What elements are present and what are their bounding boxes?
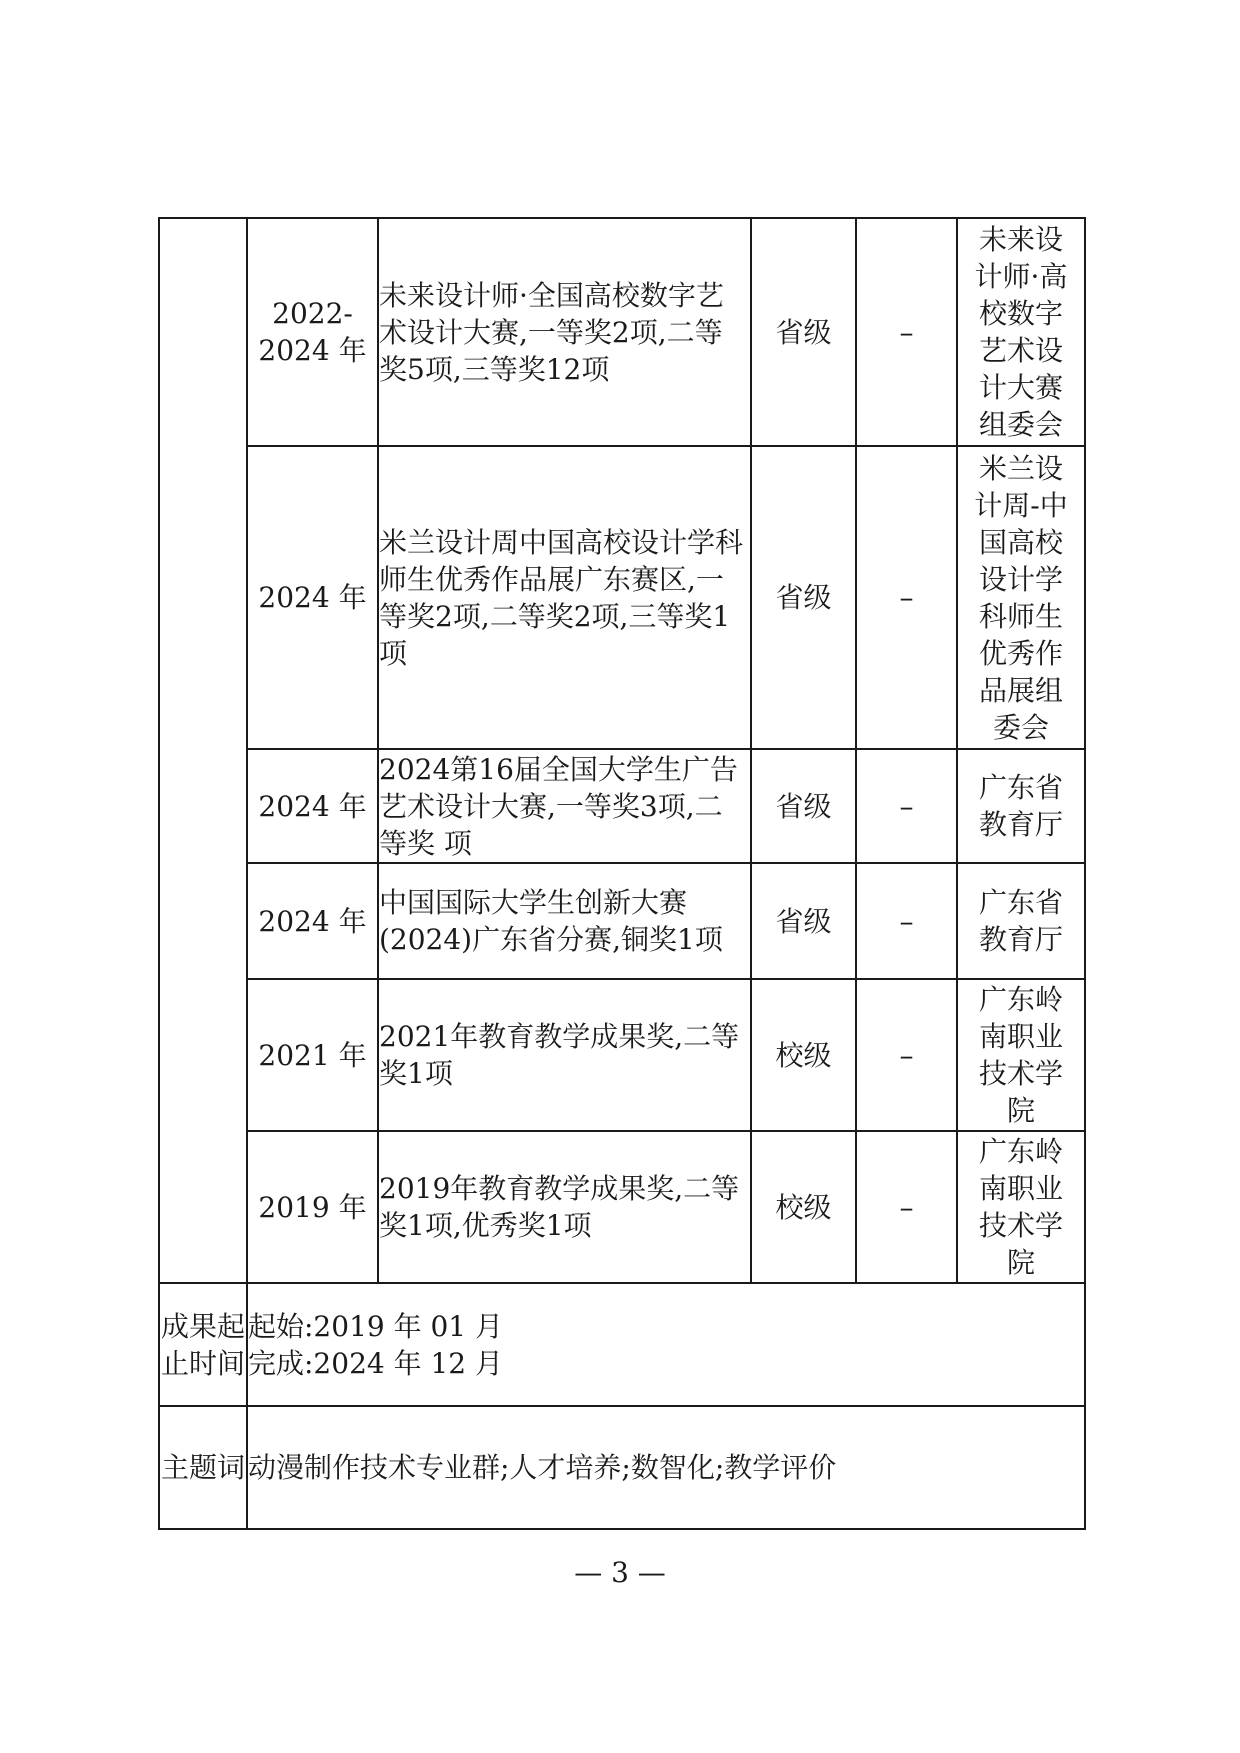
keywords-row bbox=[159, 1406, 1085, 1529]
award-dash: – bbox=[856, 1131, 957, 1283]
award-row bbox=[159, 749, 1085, 863]
award-row bbox=[159, 979, 1085, 1131]
award-organizer-line: 南职业 bbox=[978, 1020, 1063, 1053]
award-row bbox=[159, 1131, 1085, 1283]
period-value bbox=[247, 1283, 1085, 1406]
award-organizer-line: 教育厅 bbox=[978, 923, 1063, 956]
award-organizer bbox=[957, 979, 1085, 1131]
award-organizer-line: 国高校 bbox=[978, 525, 1063, 559]
award-organizer bbox=[957, 446, 1085, 749]
award-organizer-line: 科师生 bbox=[978, 599, 1063, 633]
award-date bbox=[247, 863, 378, 979]
period-end: 完成:2024 年 12 月 bbox=[248, 1346, 504, 1380]
award-organizer-line: 南职业 bbox=[978, 1172, 1063, 1205]
award-date-line: 2021 年 bbox=[258, 1038, 367, 1072]
award-organizer-line: 计周-中 bbox=[974, 488, 1068, 522]
award-organizer bbox=[957, 863, 1085, 979]
award-organizer-line: 未来设 bbox=[978, 223, 1063, 256]
award-level: 省级 bbox=[751, 749, 856, 863]
award-organizer-line: 米兰设 bbox=[978, 451, 1063, 485]
award-date-line: 2024 年 bbox=[258, 789, 367, 823]
award-dash: – bbox=[856, 749, 957, 863]
award-organizer-line: 院 bbox=[1006, 1246, 1035, 1279]
award-date-line: 2024 年 bbox=[258, 581, 367, 614]
award-organizer-line: 广东省 bbox=[978, 771, 1063, 804]
award-organizer-line: 广东岭 bbox=[978, 1135, 1063, 1168]
award-date bbox=[247, 979, 378, 1131]
award-level: 省级 bbox=[751, 446, 856, 749]
award-description: 中国国际大学生创新大赛(2024)广东省分赛,铜奖1项 bbox=[378, 863, 751, 979]
keywords-label: 主题词 bbox=[159, 1406, 247, 1529]
award-organizer-line: 计师·高 bbox=[974, 260, 1068, 293]
award-description: 2021年教育教学成果奖,二等奖1项 bbox=[378, 979, 751, 1131]
period-row bbox=[159, 1283, 1085, 1406]
award-date-line: 2019 年 bbox=[258, 1190, 367, 1224]
award-date bbox=[247, 218, 378, 446]
award-level: 校级 bbox=[751, 1131, 856, 1283]
award-description: 2019年教育教学成果奖,二等奖1项,优秀奖1项 bbox=[378, 1131, 751, 1283]
award-organizer-line: 技术学 bbox=[978, 1057, 1063, 1090]
award-row bbox=[159, 218, 1085, 446]
award-date-line: 2024 年 bbox=[258, 334, 367, 367]
award-level: 省级 bbox=[751, 863, 856, 979]
award-row bbox=[159, 446, 1085, 749]
award-organizer bbox=[957, 749, 1085, 863]
award-organizer bbox=[957, 218, 1085, 446]
award-level: 省级 bbox=[751, 218, 856, 446]
award-organizer-line: 计大赛 bbox=[978, 371, 1063, 404]
award-description: 米兰设计周中国高校设计学科师生优秀作品展广东赛区,一等奖2项,二等奖2项,三等奖1项 bbox=[378, 446, 751, 749]
award-organizer-line: 院 bbox=[1006, 1094, 1035, 1127]
award-row bbox=[159, 863, 1085, 979]
award-dash: – bbox=[856, 979, 957, 1131]
award-description: 2024第16届全国大学生广告艺术设计大赛,一等奖3项,二等奖 项 bbox=[378, 749, 751, 863]
award-organizer-line: 艺术设 bbox=[978, 334, 1063, 367]
period-label: 成果起止时间 bbox=[159, 1283, 247, 1406]
award-organizer-line: 优秀作 bbox=[978, 636, 1063, 670]
award-date-line: 2024 年 bbox=[258, 904, 367, 938]
award-organizer-line: 品展组 bbox=[978, 673, 1063, 707]
award-organizer-line: 广东岭 bbox=[978, 983, 1063, 1016]
award-organizer-line: 教育厅 bbox=[978, 808, 1063, 841]
page-number: — 3 — bbox=[574, 1556, 666, 1589]
award-organizer-line: 设计学 bbox=[978, 562, 1063, 596]
award-dash: – bbox=[856, 446, 957, 749]
award-date bbox=[247, 749, 378, 863]
award-organizer-line: 技术学 bbox=[978, 1209, 1063, 1242]
left-merged-cell bbox=[159, 218, 247, 1283]
award-organizer-line: 校数字 bbox=[978, 297, 1063, 330]
keywords-value: 动漫制作技术专业群;人才培养;数智化;教学评价 bbox=[247, 1406, 1085, 1529]
award-dash: – bbox=[856, 218, 957, 446]
award-dash: – bbox=[856, 863, 957, 979]
award-organizer-line: 广东省 bbox=[978, 886, 1063, 919]
awards-table bbox=[158, 217, 1086, 1530]
award-date bbox=[247, 1131, 378, 1283]
award-organizer bbox=[957, 1131, 1085, 1283]
award-date bbox=[247, 446, 378, 749]
award-description: 未来设计师·全国高校数字艺术设计大赛,一等奖2项,二等奖5项,三等奖12项 bbox=[378, 218, 751, 446]
period-start: 起始:2019 年 01 月 bbox=[248, 1309, 504, 1343]
award-organizer-line: 组委会 bbox=[978, 408, 1063, 441]
award-date-line: 2022- bbox=[272, 297, 353, 330]
award-level: 校级 bbox=[751, 979, 856, 1131]
award-organizer-line: 委会 bbox=[992, 710, 1049, 744]
